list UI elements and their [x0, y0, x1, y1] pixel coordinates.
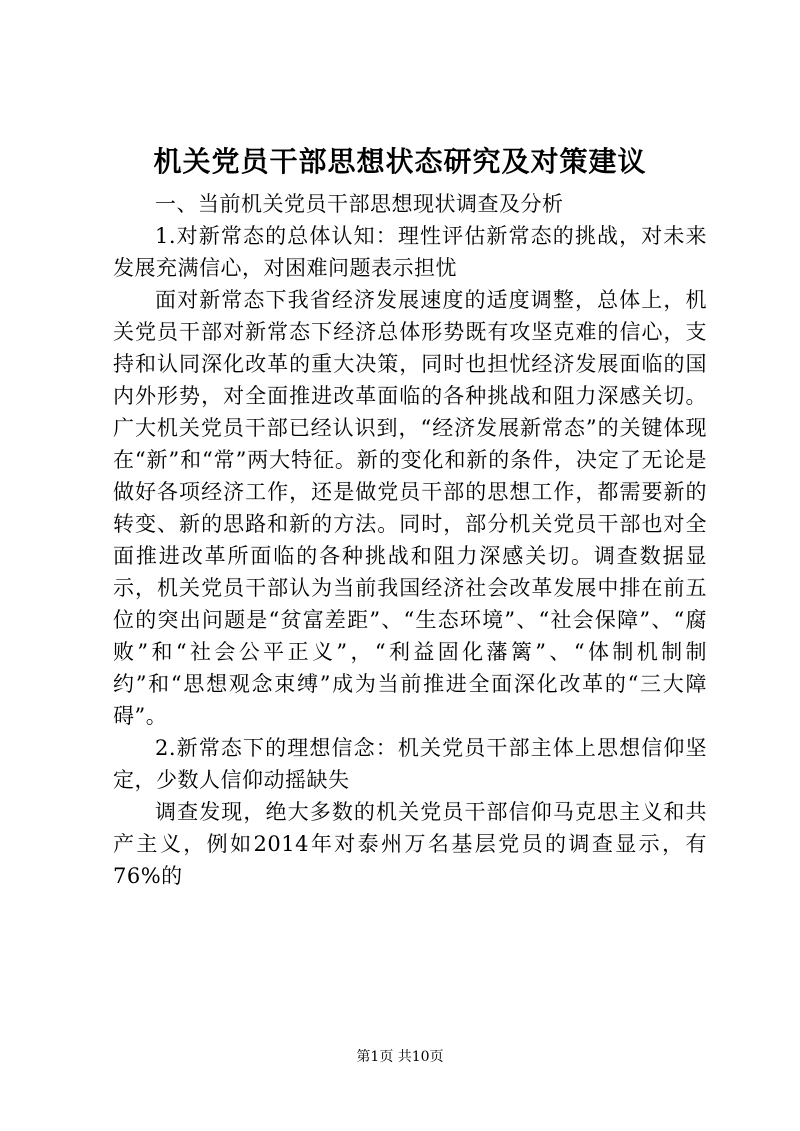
- page-number: 第1页 共10页: [356, 1049, 444, 1065]
- document-body: [113, 188, 707, 892]
- section-heading: 一、当前机关党员干部思想现状调查及分析: [155, 192, 564, 216]
- page-title: 机关党员干部思想状态研究及对策建议: [153, 145, 647, 178]
- subsection-heading: 2.新常态下的理想信念：机关党员干部主体上思想信仰坚定，少数人信仰动摇缺失: [113, 736, 707, 792]
- body-paragraph: 面对新常态下我省经济发展速度的适度调整，总体上，机关党员干部对新常态下经济总体形势既有攻坚克难的信心，支持和认同深化改革的重大决策，同时也担忧经济发展面临的国内外形势，对全面推进改革面临的各种挑战和阻力深感关切。广大机关党员干部已经认识到，“经济发展新常态”的关键体现在“新”和“常”两大特征。新的变化和新的条件，决定了无论是做好各项经济工作，还是做党员干部的思想工作，都需要新的转变、新的思路和新的方法。同时，部分机关党员干部也对全面推进改革所面临的各种挑战和阻力深感关切。调查数据显示，机关党员干部认为当前我国经济社会改革发展中排在前五位的突出问题是“贫富差距”、“生态环境”、“社会保障”、“腐败”和“社会公平正义”，“利益固化藩篱”、“体制机制制约”和“思想观念束缚”成为当前推进全面深化改革的“三大障碍”。: [113, 288, 707, 728]
- subsection-heading: 1.对新常态的总体认知：理性评估新常态的挑战，对未来发展充满信心，对困难问题表示担忧: [113, 224, 707, 280]
- body-paragraph: 调查发现，绝大多数的机关党员干部信仰马克思主义和共产主义，例如2014年对泰州万名基层党员的调查显示，有76%的: [113, 800, 707, 888]
